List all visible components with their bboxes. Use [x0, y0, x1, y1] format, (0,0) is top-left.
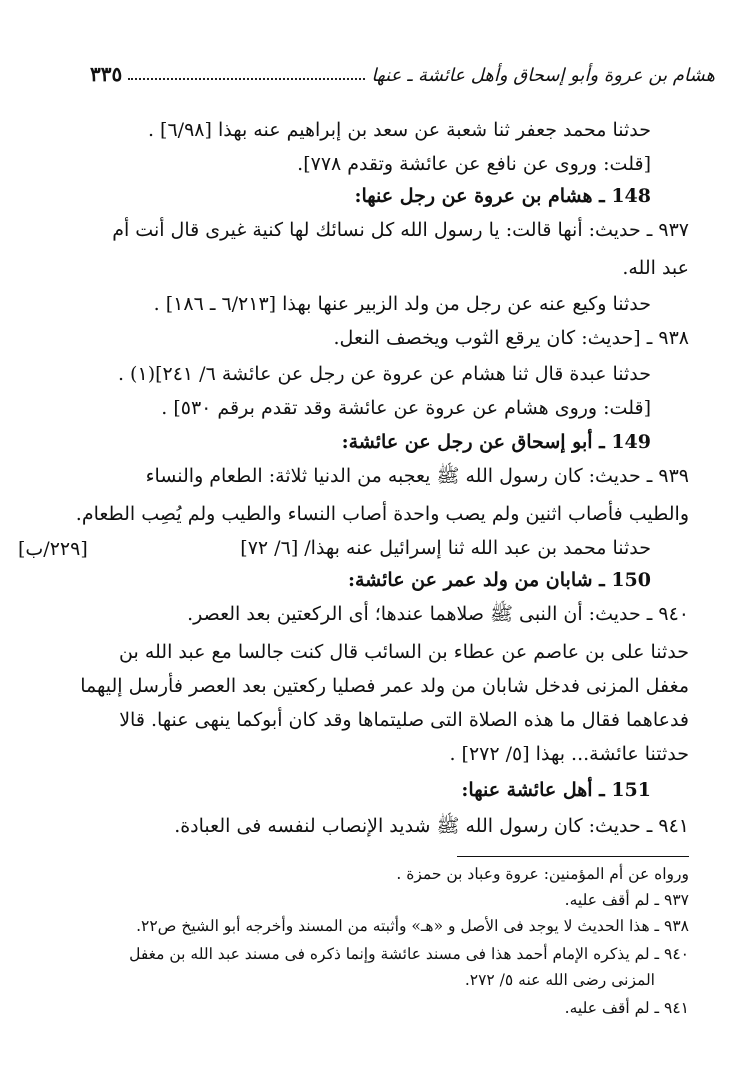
text-line: حدثنا وكيع عنه عن رجل من ولد الزبير عنها بهذا [٦/٢١٣ ـ ١٨٦] .	[153, 293, 651, 315]
margin-folio-note: [٢٢٩/ب]	[18, 538, 88, 560]
text-line: [قلت: وروى هشام عن عروة عن عائشة وقد تقدم برقم ٥٣٠] .	[161, 397, 651, 419]
text-line: حدثنا عبدة قال ثنا هشام عن عروة عن رجل عن عائشة ٦/ ٢٤١](١) .	[117, 363, 651, 385]
hadith-line: ٩٣٨ ـ [حديث: كان يرقع الثوب ويخصف النعل.	[333, 327, 689, 349]
section-heading: 151 ـ أهل عائشة عنها:	[461, 779, 651, 801]
footnote-line: ورواه عن أم المؤمنين: عروة وعباد بن حمزة .	[396, 865, 689, 883]
running-head-dotted-leader	[128, 78, 365, 80]
text-line: [قلت: وروى عن نافع عن عائشة وتقدم ٧٧٨].	[297, 153, 651, 175]
footnote-line: ٩٣٨ ـ هذا الحديث لا يوجد فى الأصل و «هـ» وأثبته من المسند وأخرجه أبو الشيخ ص٢٢.	[136, 917, 689, 935]
text-line: مغفل المزنى فدخل شابان من ولد عمر فصليا ركعتين بعد العصر فأرسل إليهما	[80, 675, 689, 697]
footnote-line: ٩٤١ ـ لم أقف عليه.	[564, 999, 689, 1017]
footnote-separator	[457, 856, 689, 857]
hadith-line: ٩٤١ ـ حديث: كان رسول الله ﷺ شديد الإنصاب لنفسه فى العبادة.	[174, 815, 689, 837]
text-line: والطيب فأصاب اثنين ولم يصب واحدة أصاب النساء والطيب ولم يُصِب الطعام.	[75, 503, 689, 525]
text-line: حدثنا محمد بن عبد الله ثنا إسرائيل عنه بهذا/ [٦/ ٧٢]	[240, 537, 651, 559]
hadith-line: ٩٤٠ ـ حديث: أن النبى ﷺ صلاهما عندها؛ أى الركعتين بعد العصر.	[187, 603, 689, 625]
text-line: حدثنا على بن عاصم عن عطاء بن السائب قال كنت جالسا مع عبد الله بن	[119, 641, 689, 663]
running-head-title: هشام بن عروة وأبو إسحاق وأهل عائشة ـ عنها	[371, 65, 715, 86]
text-line: فدعاهما فقال ما هذه الصلاة التى صليتماها وقد كان أبوكما ينهى عنها. قالا	[119, 709, 689, 731]
hadith-line: ٩٣٩ ـ حديث: كان رسول الله ﷺ يعجبه من الدنيا ثلاثة: الطعام والنساء	[145, 465, 689, 487]
footnote-line: المزنى رضى الله عنه ٥/ ٢٧٢.	[464, 971, 655, 989]
text-line: حدثنا محمد جعفر ثنا شعبة عن سعد بن إبراهيم عنه بهذا [٦/٩٨] .	[147, 119, 651, 141]
section-heading: 148 ـ هشام بن عروة عن رجل عنها:	[354, 185, 651, 207]
footnote-line: ٩٣٧ ـ لم أقف عليه.	[564, 891, 689, 909]
text-line: حدثتنا عائشة... بهذا [٥/ ٢٧٢] .	[449, 743, 689, 765]
section-heading: 150 ـ شابان من ولد عمر عن عائشة:	[347, 569, 651, 591]
footnote-line: ٩٤٠ ـ لم يذكره الإمام أحمد هذا فى مسند عائشة وإنما ذكره فى مسند عبد الله بن مغفل	[129, 945, 689, 963]
section-heading: 149 ـ أبو إسحاق عن رجل عن عائشة:	[341, 431, 651, 453]
hadith-line: ٩٣٧ ـ حديث: أنها قالت: يا رسول الله كل نسائك لها كنية غيرى قال أنت أم	[112, 219, 689, 241]
running-head	[90, 60, 715, 86]
page-number: ٣٣٥	[90, 62, 123, 86]
text-line: عبد الله.	[622, 257, 689, 279]
